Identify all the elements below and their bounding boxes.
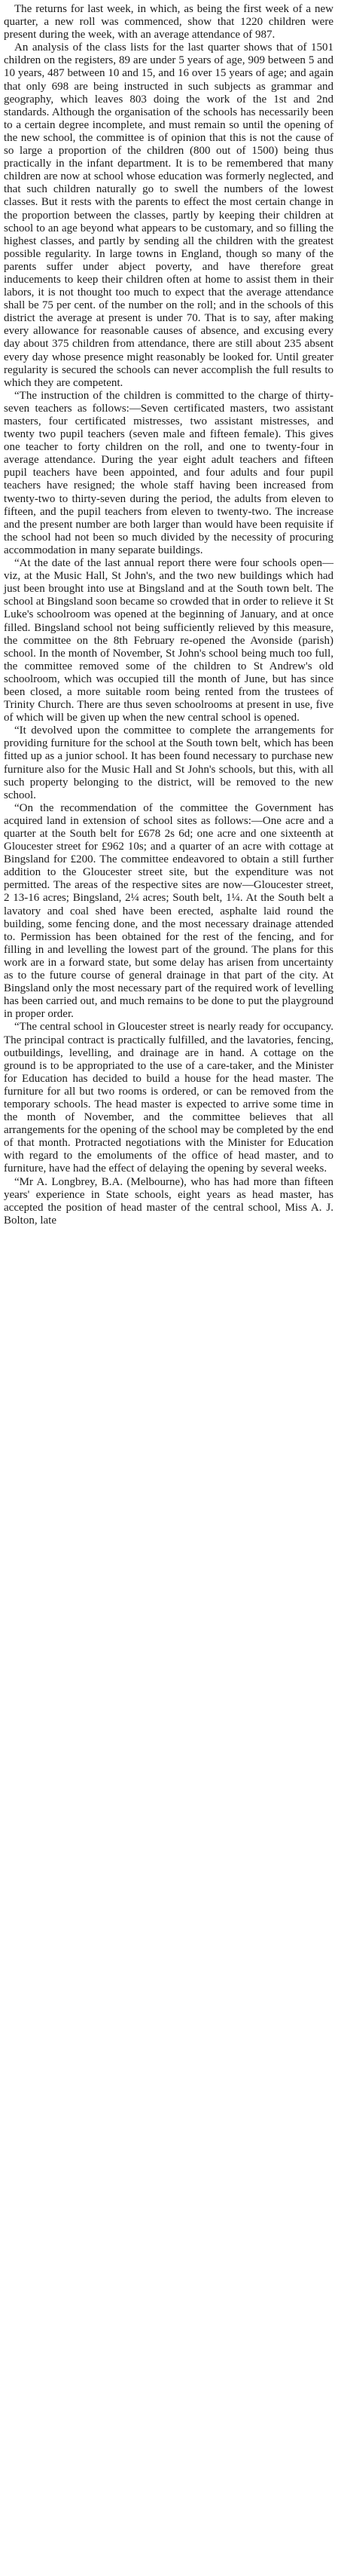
paragraph-head-master: “Mr A. Longbrey, B.A. (Melbourne), who has had more than fifteen years' experience in State schools, eight years as head master, has accepted the position of head master of the central school, Miss A. J. Bolton, late: [4, 1175, 333, 1227]
paragraph-returns: The returns for last week, in which, as being the first week of a new quarter, a new roll was commenced, show that 1220 children were present during the week, with an average attendance of 987.: [4, 3, 333, 41]
newspaper-column: [4, 3, 333, 1227]
paragraph-school-sites: “On the recommendation of the committee the Government has acquired land in extension of school sites as follows:—One acre and a quarter at the South belt for £678 2s 6d; one acre and one sixteenth at Gloucester street for £962 10s; and a quarter of an acre with cottage at Bingsland for £200. The committee endeavored to obtain a still further addition to the Gloucester street site, but the expenditure was not permitted. The areas of the respective sites are now—Gloucester street, 2 13-16 acres; Bingsland, 2¼ acres; South belt, 1¼. At the South belt a lavatory and coal shed have been erected, asphalte laid round the building, some fencing done, and the most necessary drainage attended to. Permission has been obtained for the rest of the fencing, and for filling in and levelling the lowest part of the ground. The plans for this work are in a forward state, but some delay has arisen from uncertainty as to the future course of general drainage in that part of the city. At Bingsland only the most necessary part of the required work of levelling has been carried out, and much remains to be done to put the playground in proper order.: [4, 801, 333, 1021]
paragraph-teaching-staff: “The instruction of the children is committed to the charge of thirty-seven teachers as follows:—Seven certificated masters, two assistant masters, four certificated mistresses, two assistant mistresses, and twenty two pupil teachers (seven male and fifteen female). This gives one teacher to forty children on the roll, and one to twenty-four in average attendance. During the year eight adult teachers and fifteen pupil teachers have been appointed, and four adults and four pupil teachers have resigned; the whole staff having been increased from twenty-two to thirty-seven during the period, the adults from eleven to fifteen, and the pupil teachers from eleven to twenty-two. The increase and the present number are both larger than would have been requisite if the school had not been so much divided by the necessity of procuring accommodation in many separate buildings.: [4, 389, 333, 556]
paragraph-class-analysis: An analysis of the class lists for the last quarter shows that of 1501 children on the registers, 89 are under 5 years of age, 909 between 5 and 10 years, 487 between 10 and 15, and 16 over 15 years of age; and again that only 698 are being instructed in such subjects as grammar and geography, which leaves 803 doing the work of the 1st and 2nd standards. Although the organisation of the schools has necessarily been to a certain degree incomplete, and must remain so until the opening of the new school, the committee is of opinion that this is not the cause of so large a proportion of the children (800 out of 1500) being thus practically in the infant department. It is to be remembered that many children are now at school whose education was formerly neglected, and that such children naturally go to swell the numbers of the lowest classes. But it rests with the parents to effect the most certain change in the proportion between the classes, partly by keeping their children at school to an age beyond what appears to be customary, and so filling the highest classes, and partly by sending all the children with the greatest possible regularity. In large towns in England, though so many of the parents suffer under abject poverty, and have therefore great inducements to keep their children often at home to assist them in their labors, it is not thought too much to expect that the average attendance shall be 75 per cent. of the number on the roll; and in the schools of this district the average at present is under 70. That is to say, after making every allowance for reasonable causes of absence, and excusing every day about 375 children from attendance, there are still about 235 absent every day whose presence might reasonably be looked for. Until greater regularity is secured the schools can never accomplish the full results to which they are competent.: [4, 41, 333, 389]
paragraph-central-school: “The central school in Gloucester street is nearly ready for occupancy. The principal contract is practically fulfilled, and the lavatories, fencing, outbuildings, levelling, and drainage are in hand. A cottage on the ground is to be appropriated to the use of a care-taker, and the Minister for Education has decided to build a house for the head master. The furniture for all but two rooms is ordered, or can be removed from the temporary schools. The head master is expected to arrive some time in the month of November, and the committee believes that all arrangements for the opening of the school may be completed by the end of that month. Protracted negotiations with the Minister for Education with regard to the emoluments of the office of head master, and to furniture, have had the effect of delaying the opening by several weeks.: [4, 1021, 333, 1175]
paragraph-furniture: “It devolved upon the committee to complete the arrangements for providing furniture for the school at the South town belt, which has been fitted up as a junior school. It has been found necessary to purchase new furniture also for the Music Hall and St John's schools, but this, with all such property belonging to the district, will be removed to the new school.: [4, 724, 333, 801]
paragraph-schoolrooms: “At the date of the last annual report there were four schools open—viz, at the Music Hall, St John's, and the two new buildings which had just been brought into use at Bingsland and at the South town belt. The school at Bingsland soon became so crowded that in order to relieve it St Luke's schoolroom was opened at the beginning of January, and at once filled. Bingsland school not being sufficiently relieved by this measure, the committee on the 8th February re-opened the Avonside (parish) school. In the month of November, St John's school being much too full, the committee removed some of the children to St Andrew's old schoolroom, which was occupied till the month of June, but has since been closed, a more suitable room being rented from the trustees of Trinity Church. There are thus seven schoolrooms at present in use, five of which will be given up when the new central school is opened.: [4, 557, 333, 724]
